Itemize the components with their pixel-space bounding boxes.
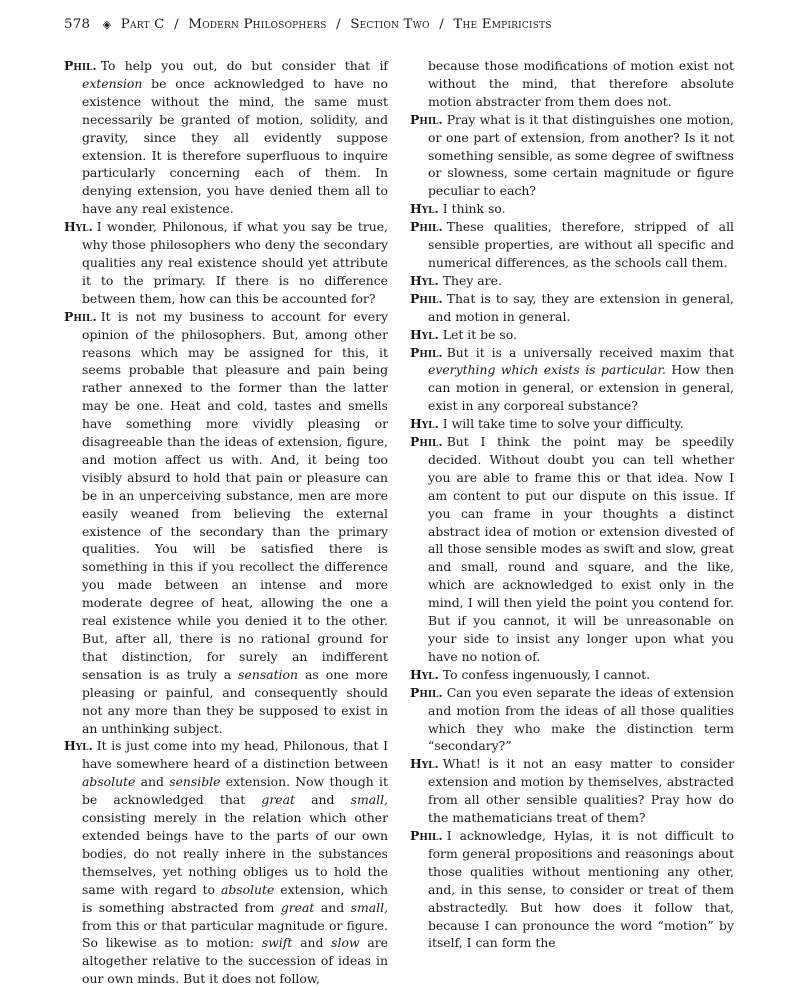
header-part: Part C [120,17,165,32]
speech-text: and [294,792,351,808]
dialogue-speech [410,415,734,433]
emphasis-text: swift [261,935,293,951]
dialogue-speech [410,666,734,684]
speech-text: What! is it not an easy matter to consider extension and motion by themselves, abstracted from all other sensible qualities? Pray how do the mathematicians treat of them? [428,756,734,826]
speaker-label: Hyl. [64,738,93,754]
speech-text: How then can motion in general, or extension in general, exist in any corporeal substance? [428,362,734,414]
diamond-ornament-icon: ◈ [102,18,112,31]
dialogue-speech [64,218,388,308]
speaker-label: Phil. [410,434,443,450]
speaker-label: Hyl. [64,219,93,235]
speech-text: They are. [442,272,502,288]
speaker-label: Hyl. [410,326,439,342]
emphasis-text: extension [82,75,143,91]
speech-text: I wonder, Philonous, if what you say be true, why those philosophers who deny the secondary qualities any real existence should yet attribute it to the primary. If there is no difference between them, how can this be accounted for? [82,219,388,306]
right-text-column [410,57,734,952]
emphasis-text: absolute [220,881,275,897]
dialogue-speech [410,433,734,666]
speech-text: Let it be so. [442,326,517,342]
speech-text: But I think the point may be speedily decided. Without doubt you can tell whether you are able to frame this or that idea. Now I am content to put our dispute on this issue. If you can frame in your thoughts a distinct abstract idea of motion or extension divested of all those sensible modes as swift and slow, great and small, round and square, and the like, which are acknowledged to exist only in the mind, I will then yield the point you contend for. But if you cannot, it will be unreasonable on your side to insist any longer upon what you have no notion of. [428,434,734,664]
dialogue-speech [410,272,734,290]
speaker-label: Hyl. [410,201,439,217]
emphasis-text: great [280,899,315,915]
speaker-label: Hyl. [410,756,439,772]
emphasis-text: everything which exists is particular. [428,362,666,378]
speaker-label: Phil. [410,344,443,360]
speech-text: It is just come into my head, Philonous, that I have somewhere heard of a distinction between [82,738,388,772]
speech-text: and [135,774,170,790]
speech-text: are altogether relative to the succession of ideas in our own minds. But it does not follow, [82,935,388,987]
dialogue-speech [410,684,734,756]
speaker-label: Phil. [410,111,443,127]
header-separator: / [439,17,444,32]
dialogue-speech [64,57,388,218]
dialogue-speech [410,290,734,326]
left-text-column [64,57,388,988]
speaker-label: Phil. [64,308,97,324]
speech-text: To help you out, do but consider that if [100,58,388,73]
speaker-label: Phil. [64,58,97,73]
speech-text: I acknowledge, Hylas, it is not difficult to form general propositions and reasonings about those qualities without mentioning any other, and, in this sense, to consider or treat of them abstractedly. But how does it follow that, because I can pronounce the word “motion” by itself, I can form the [428,827,734,951]
dialogue-speech [64,737,388,988]
speech-text: from this or that particular magnitude or figure. So likewise as to motion: [82,917,388,951]
dialogue-speech [410,200,734,218]
emphasis-text: slow [331,935,360,951]
emphasis-text: small, [350,899,388,915]
speech-text: and [292,935,332,951]
header-section-a: Modern Philosophers [188,17,327,32]
emphasis-text: sensible [169,774,221,790]
speech-text: That is to say, they are extension in general, and motion in general. [428,290,734,324]
speech-text: It is not my business to account for every opinion of the philosophers. But, among other reasons which may be assigned for this, it seems probable that pleasure and pain being rather annexed to the former than the latter may be one. Heat and cold, tastes and smells have something more vividly pleasing or disagreeable than the ideas of extension, figure, and motion affect us with. And, it being too visibly absurd to hold that pain or pleasure can be in an unperceiving substance, men are more easily weaned from believing the external existence of the secondary than the primary qualities. You will be satisfied there is something in this if you recollect the difference you made between an intense and more moderate degree of heat, allowing the one a real existence while you denied it to the other. But, after all, there is no rational ground for that distinction, for surely an indifferent sensation is as truly a [82,308,388,682]
header-separator: / [336,17,341,32]
speech-text: consisting merely in the relation which other extended beings have to the parts of our own bodies, do not really inhere in the substances themselves, yet nothing obliges us to hold the same with regard to [82,810,388,897]
emphasis-text: absolute [82,774,136,790]
dialogue-speech [410,218,734,272]
speech-text: These qualities, therefore, stripped of all sensible properties, are without all specific and numerical differences, as the schools call them. [428,219,734,270]
speaker-label: Phil. [410,219,443,235]
speaker-label: Phil. [410,827,443,843]
speaker-label: Hyl. [410,416,439,432]
speech-text: But it is a universally received maxim that [446,344,734,360]
speech-text: be once acknowledged to have no existence without the mind, the same must necessarily be granted of motion, solidity, and gravity, since they all evidently suppose extension. It is therefore superfluous to inquire particularly concerning each of them. In denying extension, you have denied them all to have any real existence. [82,75,388,217]
speech-text: extension, which is something abstracted from [82,881,388,915]
header-section-b: Section Two [350,17,430,32]
speech-text: I will take time to solve your difficulty. [442,416,684,432]
speaker-label: Hyl. [410,666,439,682]
dialogue-speech [410,755,734,827]
speech-text: Pray what is it that distinguishes one motion, or one part of extension, from another? Is it not something sensible, as some degree of swiftness or slowness, some certain magnitude or figure peculiar to each? [428,111,734,199]
speaker-label: Phil. [410,290,443,306]
emphasis-text: sensation [238,666,298,682]
speech-text: To confess ingenuously, I cannot. [442,666,651,682]
dialogue-speech [410,326,734,344]
continued-speech: because those modifications of motion exist not without the mind, that therefore absolute motion abstracter from them does not. [428,58,734,109]
dialogue-speech [410,827,734,952]
speaker-label: Hyl. [410,272,439,288]
speech-text: I think so. [442,201,506,217]
dialogue-speech [410,111,734,201]
running-header [64,17,734,32]
speaker-label: Phil. [410,684,443,700]
header-separator: / [174,17,179,32]
page-number: 578 [64,17,91,32]
speech-text: Can you even separate the ideas of extension and motion from the ideas of all those qualities which they who make the distinction term “secondary?” [428,684,734,754]
emphasis-text: small, [350,792,388,808]
speech-text: extension. Now though it be acknowledged that [82,774,388,808]
dialogue-speech [64,308,388,738]
emphasis-text: great [261,792,295,808]
speech-text: as one more pleasing or painful, and consequently should not any more than they be supposed to exist in an unthinking subject. [82,666,388,736]
header-section-c: The Empiricists [453,17,552,32]
dialogue-speech [410,344,734,416]
speech-text: and [314,899,351,915]
